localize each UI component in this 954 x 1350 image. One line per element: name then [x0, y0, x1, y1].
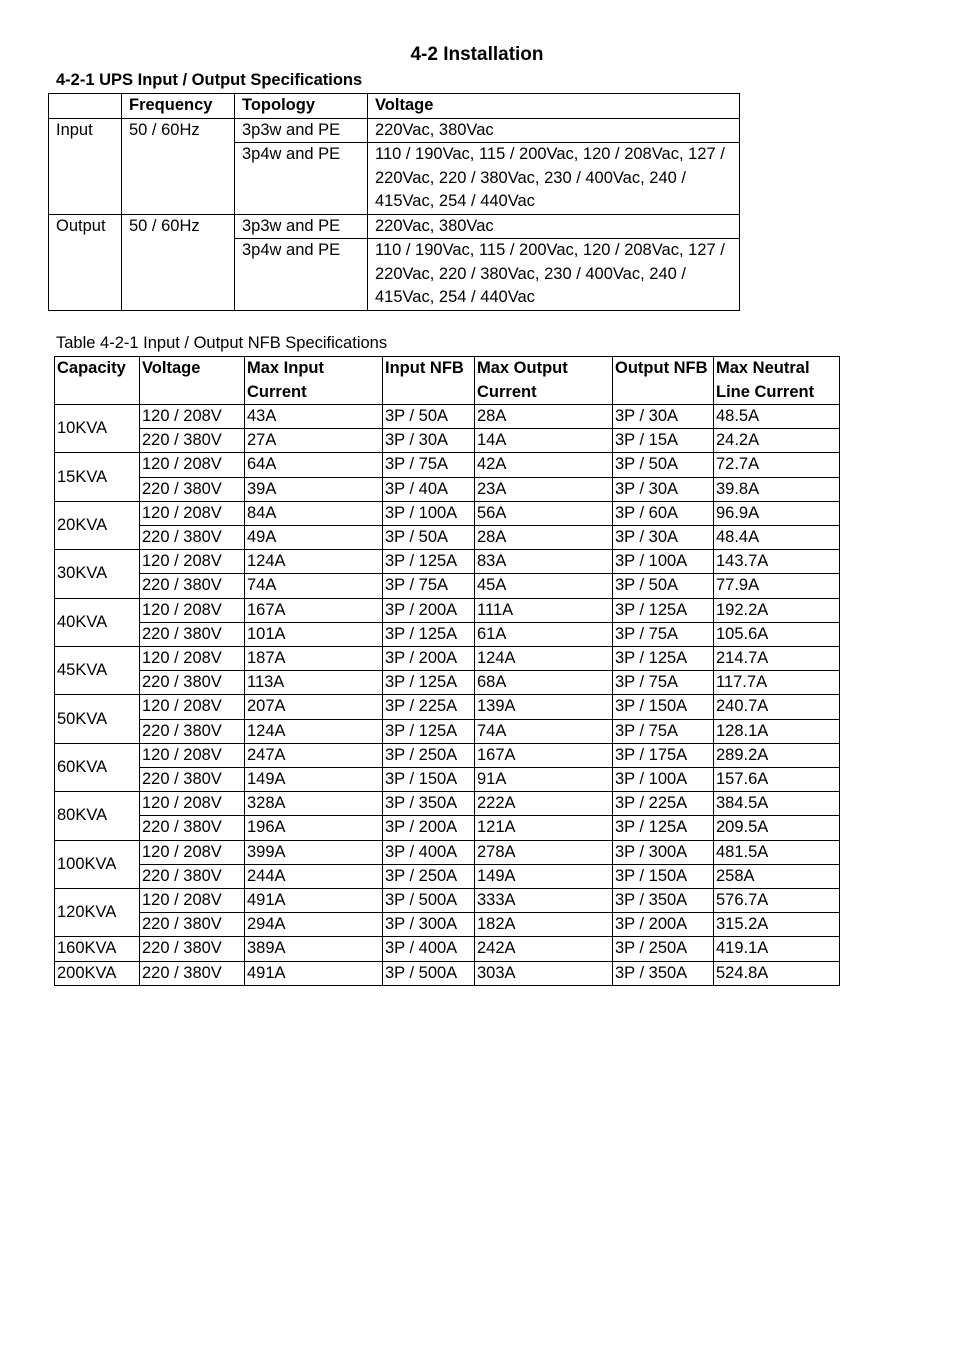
spec-direction-cell: Output: [49, 214, 122, 310]
capacity-cell: 50KVA: [55, 695, 140, 743]
max-neutral-current-cell: 214.7A: [714, 647, 840, 671]
max-neutral-current-cell: 39.8A: [714, 477, 840, 501]
input-nfb-cell: 3P / 200A: [383, 647, 475, 671]
max-input-current-cell: 39A: [245, 477, 383, 501]
voltage-cell: 120 / 208V: [140, 405, 245, 429]
nfb-row: [55, 405, 840, 429]
spec-voltage-cell: 220Vac, 380Vac: [368, 118, 740, 143]
max-output-current-cell: 42A: [475, 453, 613, 477]
nfb-row: [55, 526, 840, 550]
output-nfb-cell: 3P / 50A: [613, 453, 714, 477]
max-output-current-cell: 278A: [475, 840, 613, 864]
voltage-cell: 220 / 380V: [140, 477, 245, 501]
section-heading: 4-2-1 UPS Input / Output Specifications: [56, 71, 363, 89]
max-neutral-current-cell: 315.2A: [714, 913, 840, 937]
max-neutral-current-cell: 96.9A: [714, 501, 840, 525]
max-input-current-cell: 389A: [245, 937, 383, 961]
max-input-current-cell: 491A: [245, 889, 383, 913]
input-nfb-cell: 3P / 125A: [383, 719, 475, 743]
output-nfb-cell: 3P / 50A: [613, 574, 714, 598]
voltage-cell: 220 / 380V: [140, 574, 245, 598]
output-nfb-cell: 3P / 100A: [613, 768, 714, 792]
nfb-row: [55, 719, 840, 743]
nfb-row: [55, 429, 840, 453]
capacity-cell: 40KVA: [55, 598, 140, 646]
spec-topology-cell: 3p3w and PE: [235, 118, 368, 143]
nfb-header-cell: Capacity: [55, 357, 140, 405]
output-nfb-cell: 3P / 60A: [613, 501, 714, 525]
nfb-header-cell: Input NFB: [383, 357, 475, 405]
nfb-row: [55, 501, 840, 525]
capacity-cell: 200KVA: [55, 961, 140, 985]
max-input-current-cell: 244A: [245, 864, 383, 888]
max-input-current-cell: 196A: [245, 816, 383, 840]
nfb-row: [55, 671, 840, 695]
input-nfb-cell: 3P / 75A: [383, 574, 475, 598]
spec-topology-cell: 3p4w and PE: [235, 239, 368, 311]
max-input-current-cell: 328A: [245, 792, 383, 816]
voltage-cell: 120 / 208V: [140, 598, 245, 622]
spec-direction-cell: Input: [49, 118, 122, 214]
input-nfb-cell: 3P / 75A: [383, 453, 475, 477]
capacity-cell: 120KVA: [55, 889, 140, 937]
max-output-current-cell: 111A: [475, 598, 613, 622]
max-neutral-current-cell: 157.6A: [714, 768, 840, 792]
voltage-cell: 120 / 208V: [140, 695, 245, 719]
output-nfb-cell: 3P / 75A: [613, 671, 714, 695]
output-nfb-cell: 3P / 250A: [613, 937, 714, 961]
max-neutral-current-cell: 576.7A: [714, 889, 840, 913]
max-input-current-cell: 43A: [245, 405, 383, 429]
voltage-cell: 120 / 208V: [140, 792, 245, 816]
voltage-cell: 220 / 380V: [140, 671, 245, 695]
max-output-current-cell: 91A: [475, 768, 613, 792]
max-neutral-current-cell: 143.7A: [714, 550, 840, 574]
output-nfb-cell: 3P / 150A: [613, 695, 714, 719]
max-neutral-current-cell: 289.2A: [714, 743, 840, 767]
output-nfb-cell: 3P / 150A: [613, 864, 714, 888]
max-neutral-current-cell: 128.1A: [714, 719, 840, 743]
output-nfb-cell: 3P / 350A: [613, 961, 714, 985]
max-input-current-cell: 64A: [245, 453, 383, 477]
voltage-cell: 220 / 380V: [140, 622, 245, 646]
output-nfb-cell: 3P / 30A: [613, 477, 714, 501]
nfb-row: [55, 792, 840, 816]
spec-row: [49, 118, 740, 143]
max-neutral-current-cell: 24.2A: [714, 429, 840, 453]
output-nfb-cell: 3P / 75A: [613, 719, 714, 743]
voltage-cell: 220 / 380V: [140, 719, 245, 743]
spec-header-cell: Topology: [235, 94, 368, 119]
input-nfb-cell: 3P / 100A: [383, 501, 475, 525]
voltage-cell: 120 / 208V: [140, 453, 245, 477]
spec-header-cell: [49, 94, 122, 119]
output-nfb-cell: 3P / 75A: [613, 622, 714, 646]
input-nfb-cell: 3P / 225A: [383, 695, 475, 719]
max-input-current-cell: 124A: [245, 719, 383, 743]
max-neutral-current-cell: 384.5A: [714, 792, 840, 816]
input-nfb-cell: 3P / 250A: [383, 743, 475, 767]
nfb-row: [55, 961, 840, 985]
voltage-cell: 220 / 380V: [140, 961, 245, 985]
max-input-current-cell: 294A: [245, 913, 383, 937]
voltage-cell: 220 / 380V: [140, 816, 245, 840]
max-input-current-cell: 491A: [245, 961, 383, 985]
nfb-header-cell: Max Output Current: [475, 357, 613, 405]
capacity-cell: 15KVA: [55, 453, 140, 501]
max-output-current-cell: 333A: [475, 889, 613, 913]
voltage-cell: 220 / 380V: [140, 937, 245, 961]
max-input-current-cell: 124A: [245, 550, 383, 574]
max-neutral-current-cell: 192.2A: [714, 598, 840, 622]
max-input-current-cell: 167A: [245, 598, 383, 622]
output-nfb-cell: 3P / 125A: [613, 816, 714, 840]
input-nfb-cell: 3P / 200A: [383, 598, 475, 622]
nfb-header-row: [55, 357, 840, 405]
input-nfb-cell: 3P / 50A: [383, 526, 475, 550]
max-output-current-cell: 149A: [475, 864, 613, 888]
nfb-header-cell: Voltage: [140, 357, 245, 405]
spec-row: [49, 214, 740, 239]
spec-frequency-cell: 50 / 60Hz: [122, 214, 235, 310]
capacity-cell: 30KVA: [55, 550, 140, 598]
max-output-current-cell: 28A: [475, 526, 613, 550]
output-nfb-cell: 3P / 125A: [613, 598, 714, 622]
max-output-current-cell: 124A: [475, 647, 613, 671]
voltage-cell: 120 / 208V: [140, 743, 245, 767]
input-nfb-cell: 3P / 200A: [383, 816, 475, 840]
max-output-current-cell: 56A: [475, 501, 613, 525]
nfb-row: [55, 574, 840, 598]
max-input-current-cell: 84A: [245, 501, 383, 525]
max-output-current-cell: 242A: [475, 937, 613, 961]
spec-header-cell: Frequency: [122, 94, 235, 119]
max-output-current-cell: 28A: [475, 405, 613, 429]
max-input-current-cell: 113A: [245, 671, 383, 695]
spec-topology-cell: 3p3w and PE: [235, 214, 368, 239]
nfb-header-cell: Output NFB: [613, 357, 714, 405]
input-nfb-cell: 3P / 40A: [383, 477, 475, 501]
input-nfb-cell: 3P / 250A: [383, 864, 475, 888]
nfb-row: [55, 743, 840, 767]
output-nfb-cell: 3P / 30A: [613, 405, 714, 429]
voltage-cell: 120 / 208V: [140, 647, 245, 671]
spec-topology-cell: 3p4w and PE: [235, 143, 368, 215]
max-output-current-cell: 222A: [475, 792, 613, 816]
spec-header-row: [49, 94, 740, 119]
max-neutral-current-cell: 524.8A: [714, 961, 840, 985]
max-neutral-current-cell: 209.5A: [714, 816, 840, 840]
input-nfb-cell: 3P / 300A: [383, 913, 475, 937]
max-neutral-current-cell: 48.4A: [714, 526, 840, 550]
input-nfb-cell: 3P / 500A: [383, 889, 475, 913]
max-neutral-current-cell: 240.7A: [714, 695, 840, 719]
max-input-current-cell: 187A: [245, 647, 383, 671]
nfb-row: [55, 453, 840, 477]
spec-voltage-cell: 110 / 190Vac, 115 / 200Vac, 120 / 208Vac, 127 / 220Vac, 220 / 380Vac, 230 / 400Vac, 240 / 415Vac, 254 / 440Vac: [368, 143, 740, 215]
nfb-row: [55, 598, 840, 622]
input-nfb-cell: 3P / 400A: [383, 937, 475, 961]
nfb-spec-table: [54, 356, 840, 986]
input-nfb-cell: 3P / 500A: [383, 961, 475, 985]
nfb-row: [55, 695, 840, 719]
max-output-current-cell: 182A: [475, 913, 613, 937]
nfb-row: [55, 864, 840, 888]
voltage-cell: 120 / 208V: [140, 550, 245, 574]
max-input-current-cell: 101A: [245, 622, 383, 646]
input-nfb-cell: 3P / 125A: [383, 622, 475, 646]
voltage-cell: 220 / 380V: [140, 913, 245, 937]
output-nfb-cell: 3P / 300A: [613, 840, 714, 864]
voltage-cell: 220 / 380V: [140, 864, 245, 888]
output-nfb-cell: 3P / 200A: [613, 913, 714, 937]
max-output-current-cell: 23A: [475, 477, 613, 501]
nfb-row: [55, 768, 840, 792]
voltage-cell: 120 / 208V: [140, 501, 245, 525]
max-output-current-cell: 167A: [475, 743, 613, 767]
capacity-cell: 45KVA: [55, 647, 140, 695]
output-nfb-cell: 3P / 100A: [613, 550, 714, 574]
capacity-cell: 100KVA: [55, 840, 140, 888]
output-nfb-cell: 3P / 15A: [613, 429, 714, 453]
capacity-cell: 160KVA: [55, 937, 140, 961]
max-neutral-current-cell: 77.9A: [714, 574, 840, 598]
max-output-current-cell: 139A: [475, 695, 613, 719]
capacity-cell: 20KVA: [55, 501, 140, 549]
max-output-current-cell: 74A: [475, 719, 613, 743]
nfb-row: [55, 647, 840, 671]
nfb-row: [55, 913, 840, 937]
nfb-row: [55, 889, 840, 913]
max-neutral-current-cell: 72.7A: [714, 453, 840, 477]
nfb-header-cell: Max Input Current: [245, 357, 383, 405]
max-neutral-current-cell: 117.7A: [714, 671, 840, 695]
voltage-cell: 220 / 380V: [140, 526, 245, 550]
max-input-current-cell: 74A: [245, 574, 383, 598]
output-nfb-cell: 3P / 175A: [613, 743, 714, 767]
capacity-cell: 60KVA: [55, 743, 140, 791]
voltage-cell: 120 / 208V: [140, 840, 245, 864]
output-nfb-cell: 3P / 125A: [613, 647, 714, 671]
table-caption: Table 4-2-1 Input / Output NFB Specifications: [56, 334, 388, 352]
input-nfb-cell: 3P / 400A: [383, 840, 475, 864]
input-nfb-cell: 3P / 125A: [383, 550, 475, 574]
spec-voltage-cell: 110 / 190Vac, 115 / 200Vac, 120 / 208Vac, 127 / 220Vac, 220 / 380Vac, 230 / 400Vac, 240 / 415Vac, 254 / 440Vac: [368, 239, 740, 311]
max-input-current-cell: 49A: [245, 526, 383, 550]
max-output-current-cell: 45A: [475, 574, 613, 598]
input-nfb-cell: 3P / 125A: [383, 671, 475, 695]
max-input-current-cell: 247A: [245, 743, 383, 767]
max-output-current-cell: 61A: [475, 622, 613, 646]
nfb-row: [55, 550, 840, 574]
max-output-current-cell: 121A: [475, 816, 613, 840]
output-nfb-cell: 3P / 350A: [613, 889, 714, 913]
input-nfb-cell: 3P / 350A: [383, 792, 475, 816]
output-nfb-cell: 3P / 30A: [613, 526, 714, 550]
max-input-current-cell: 207A: [245, 695, 383, 719]
max-neutral-current-cell: 481.5A: [714, 840, 840, 864]
max-neutral-current-cell: 48.5A: [714, 405, 840, 429]
input-nfb-cell: 3P / 30A: [383, 429, 475, 453]
page-title: 4-2 Installation: [410, 44, 544, 65]
voltage-cell: 220 / 380V: [140, 768, 245, 792]
max-output-current-cell: 68A: [475, 671, 613, 695]
max-input-current-cell: 399A: [245, 840, 383, 864]
max-neutral-current-cell: 419.1A: [714, 937, 840, 961]
max-output-current-cell: 14A: [475, 429, 613, 453]
nfb-row: [55, 937, 840, 961]
voltage-cell: 120 / 208V: [140, 889, 245, 913]
nfb-row: [55, 816, 840, 840]
nfb-row: [55, 477, 840, 501]
nfb-row: [55, 840, 840, 864]
max-input-current-cell: 27A: [245, 429, 383, 453]
max-output-current-cell: 83A: [475, 550, 613, 574]
spec-header-cell: Voltage: [368, 94, 740, 119]
spec-voltage-cell: 220Vac, 380Vac: [368, 214, 740, 239]
output-nfb-cell: 3P / 225A: [613, 792, 714, 816]
capacity-cell: 80KVA: [55, 792, 140, 840]
max-input-current-cell: 149A: [245, 768, 383, 792]
nfb-row: [55, 622, 840, 646]
input-nfb-cell: 3P / 150A: [383, 768, 475, 792]
max-output-current-cell: 303A: [475, 961, 613, 985]
ups-io-spec-table: [48, 93, 740, 311]
max-neutral-current-cell: 258A: [714, 864, 840, 888]
max-neutral-current-cell: 105.6A: [714, 622, 840, 646]
spec-frequency-cell: 50 / 60Hz: [122, 118, 235, 214]
input-nfb-cell: 3P / 50A: [383, 405, 475, 429]
capacity-cell: 10KVA: [55, 405, 140, 453]
nfb-header-cell: Max Neutral Line Current: [714, 357, 840, 405]
voltage-cell: 220 / 380V: [140, 429, 245, 453]
